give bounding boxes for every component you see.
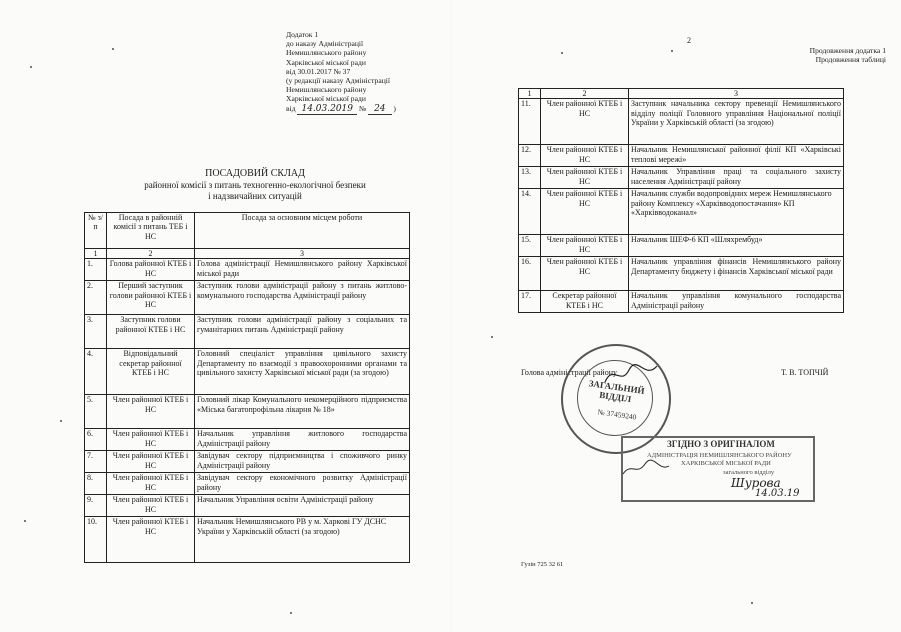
signer-title: Голова адміністрації району xyxy=(521,368,617,377)
row-number: 11. xyxy=(519,99,541,145)
row-job: Голова адміністрації Немишлянського району Харківської міської ради xyxy=(195,259,410,281)
scan-speck xyxy=(491,336,493,338)
row-number: 15. xyxy=(519,235,541,257)
continuation-line-1: Продовження додатка 1 xyxy=(809,46,886,55)
document-subtitle-1: районної комісії з питань техногенно-екологічної безпеки xyxy=(144,180,366,190)
table-row xyxy=(85,451,410,473)
initials-icon xyxy=(621,456,671,480)
row-position: Член районної КТЕБ і НС xyxy=(541,167,629,189)
copy-stamp-line-2: ХАРКІВСЬКОЇ МІСЬКОЇ РАДИ xyxy=(681,460,771,467)
scan-speck xyxy=(290,612,292,614)
row-job: Завідувач сектору підприємництва і споживчого ринку Адміністрації району xyxy=(195,451,410,473)
document-title-block xyxy=(100,168,410,202)
table-row xyxy=(85,395,410,429)
col-number: 1 xyxy=(519,89,541,99)
copy-stamp-title: ЗГІДНО З ОРИГІНАЛОМ xyxy=(667,439,775,449)
row-position: Член районної КТЕБ і НС xyxy=(107,495,195,517)
signature-icon xyxy=(601,360,661,390)
row-number: 8. xyxy=(85,473,107,495)
row-position: Член районної КТЕБ і НС xyxy=(107,395,195,429)
column-number-row xyxy=(85,249,410,259)
table-row xyxy=(519,235,844,257)
col-number: 2 xyxy=(107,249,195,259)
table-row xyxy=(519,167,844,189)
scan-speck xyxy=(751,602,753,604)
page-number: 2 xyxy=(687,36,691,45)
row-position: Член районної КТЕБ і НС xyxy=(107,451,195,473)
copy-stamp-line-1: АДМІНІСТРАЦІЯ НЕМИШЛЯНСЬКОГО РАЙОНУ xyxy=(647,452,792,459)
row-position: Член районної КТЕБ і НС xyxy=(541,235,629,257)
row-job: Заступник голови адміністрації району з соціальних та гуманітарних питань Адміністрації району xyxy=(195,315,410,349)
composition-table-left xyxy=(84,212,410,563)
row-number: 9. xyxy=(85,495,107,517)
table-row xyxy=(85,315,410,349)
row-position: Голова районної КТЕБ і НС xyxy=(107,259,195,281)
col-number: 1 xyxy=(85,249,107,259)
row-position: Член районної КТЕБ і НС xyxy=(107,429,195,451)
table-row xyxy=(85,259,410,281)
copy-stamp-line-3: загального відділу xyxy=(723,469,775,476)
row-job: Начальник ШЕФ-6 КП «Шляхрембуд» xyxy=(629,235,844,257)
row-position: Перший заступник голови районної КТЕБ і НС xyxy=(107,281,195,315)
header-position: Посада в районній комісії з питань ТЕБ і НС xyxy=(107,213,195,249)
row-number: 7. xyxy=(85,451,107,473)
left-page xyxy=(0,0,450,632)
row-job: Начальник Управління праці та соціального захисту населення Адміністрації району xyxy=(629,167,844,189)
scan-speck xyxy=(24,520,26,522)
table-row xyxy=(85,495,410,517)
copy-stamp-handwriting-1: Шурова xyxy=(731,476,781,490)
scan-speck xyxy=(561,52,563,54)
col-number: 2 xyxy=(541,89,629,99)
document-title: ПОСАДОВИЙ СКЛАД xyxy=(205,168,305,179)
signer-name: Т. В. ТОПЧІЙ xyxy=(781,368,829,377)
annex-line: від 30.01.2017 № 37 xyxy=(286,66,351,76)
row-number: 12. xyxy=(519,145,541,167)
continuation-header xyxy=(746,46,886,64)
continuation-line-2: Продовження таблиці xyxy=(815,55,886,65)
copy-stamp-handwriting-2: 14.03.19 xyxy=(755,488,800,499)
round-stamp-text: ЗАГАЛЬНИЙ ВІДДІЛ xyxy=(588,378,646,405)
row-position: Член районної КТЕБ і НС xyxy=(107,473,195,495)
table-row xyxy=(519,257,844,291)
row-number: 10. xyxy=(85,517,107,563)
annex-line: Немишлянського району xyxy=(286,48,367,58)
row-position: Член районної КТЕБ і НС xyxy=(541,257,629,291)
row-number: 14. xyxy=(519,189,541,235)
row-job: Начальник Немишлянського РВ у м. Харкові ГУ ДСНС України у Харківській області (за згодою) xyxy=(195,517,410,563)
row-job: Начальник управління житлового господарства Адміністрації району xyxy=(195,429,410,451)
row-number: 4. xyxy=(85,349,107,395)
annex-line: Немишлянського району xyxy=(286,85,367,95)
footer-note: Гузін 725 32 61 xyxy=(521,561,564,568)
right-page xyxy=(451,0,901,632)
row-job: Заступник голови адміністрації району з питань житлово-комунального господарства Адміністрації району xyxy=(195,281,410,315)
col-number: 3 xyxy=(195,249,410,259)
annex-header xyxy=(286,30,426,114)
row-position: Член районної КТЕБ і НС xyxy=(541,145,629,167)
row-position: Секретар районної КТЕБ і НС xyxy=(541,291,629,313)
row-job: Начальник управління фінансів Немишлянського району Департаменту бюджету і фінансів Харківської міської ради xyxy=(629,257,844,291)
annex-line: Харківської міської ради xyxy=(286,94,366,104)
row-position: Заступник голови районної КТЕБ і НС xyxy=(107,315,195,349)
row-position: Член районної КТЕБ і НС xyxy=(541,99,629,145)
row-job: Заступник начальника сектору превенції Немишлянського відділу поліції Головного управління Національної поліції України у Харківській області (за згодою) xyxy=(629,99,844,145)
row-job: Завідувач сектору економічного розвитку Адміністрації району xyxy=(195,473,410,495)
annex-close: ) xyxy=(393,103,396,113)
table-row xyxy=(519,99,844,145)
header-number: № з/п xyxy=(85,213,107,249)
row-number: 3. xyxy=(85,315,107,349)
table-row xyxy=(85,517,410,563)
table-row xyxy=(85,281,410,315)
composition-table-right xyxy=(518,88,844,313)
row-job: Начальник служби водопровідних мереж Немишлянського району Комплексу «Харківводопостачання» КП «Харківводоканал» xyxy=(629,189,844,235)
table-row xyxy=(85,349,410,395)
col-number: 3 xyxy=(629,89,844,99)
table-row xyxy=(85,429,410,451)
row-number: 16. xyxy=(519,257,541,291)
annex-date-handwritten: 14.03.2019 xyxy=(297,104,357,115)
row-number: 2. xyxy=(85,281,107,315)
column-number-row xyxy=(519,89,844,99)
document-subtitle-2: і надзвичайних ситуацій xyxy=(208,191,302,201)
row-position: Член районної КТЕБ і НС xyxy=(541,189,629,235)
row-number: 6. xyxy=(85,429,107,451)
row-job: Головний спеціаліст управління цивільного захисту Департаменту по взаємодії з правоохоронними органами та цивільного захисту Харківської міської ради (за згодою) xyxy=(195,349,410,395)
scan-speck xyxy=(30,66,32,68)
annex-line: (у редакції наказу Адміністрації xyxy=(286,76,390,86)
scan-speck xyxy=(671,50,673,52)
row-job: Головний лікар Комунального некомерційного підприємства «Міська багатопрофільна лікарня № 18» xyxy=(195,395,410,429)
annex-line: до наказу Адміністрації xyxy=(286,39,364,49)
row-position: Відповідальний секретар районної КТЕБ і НС xyxy=(107,349,195,395)
annex-date-line xyxy=(286,104,426,114)
row-number: 13. xyxy=(519,167,541,189)
row-position: Член районної КТЕБ і НС xyxy=(107,517,195,563)
annex-line: Харківської міської ради xyxy=(286,57,366,67)
table-header-row xyxy=(85,213,410,249)
header-job: Посада за основним місцем роботи xyxy=(195,213,410,249)
annex-date-prefix: від xyxy=(286,103,296,113)
row-job: Начальник Немишлянської районної філії КП «Харківські теплові мережі» xyxy=(629,145,844,167)
annex-line: Додаток 1 xyxy=(286,30,319,39)
annex-no-handwritten: 24 xyxy=(368,104,391,115)
row-job: Начальник управління комунального господарства Адміністрації району xyxy=(629,291,844,313)
round-stamp-code: № 37459240 xyxy=(597,407,637,422)
annex-no-prefix: № xyxy=(358,103,367,113)
row-number: 17. xyxy=(519,291,541,313)
row-number: 1. xyxy=(85,259,107,281)
scan-speck xyxy=(112,48,114,50)
table-row xyxy=(519,291,844,313)
table-row xyxy=(519,145,844,167)
row-job: Начальник Управління освіти Адміністрації району xyxy=(195,495,410,517)
row-number: 5. xyxy=(85,395,107,429)
table-row xyxy=(85,473,410,495)
table-row xyxy=(519,189,844,235)
scan-speck xyxy=(60,420,62,422)
